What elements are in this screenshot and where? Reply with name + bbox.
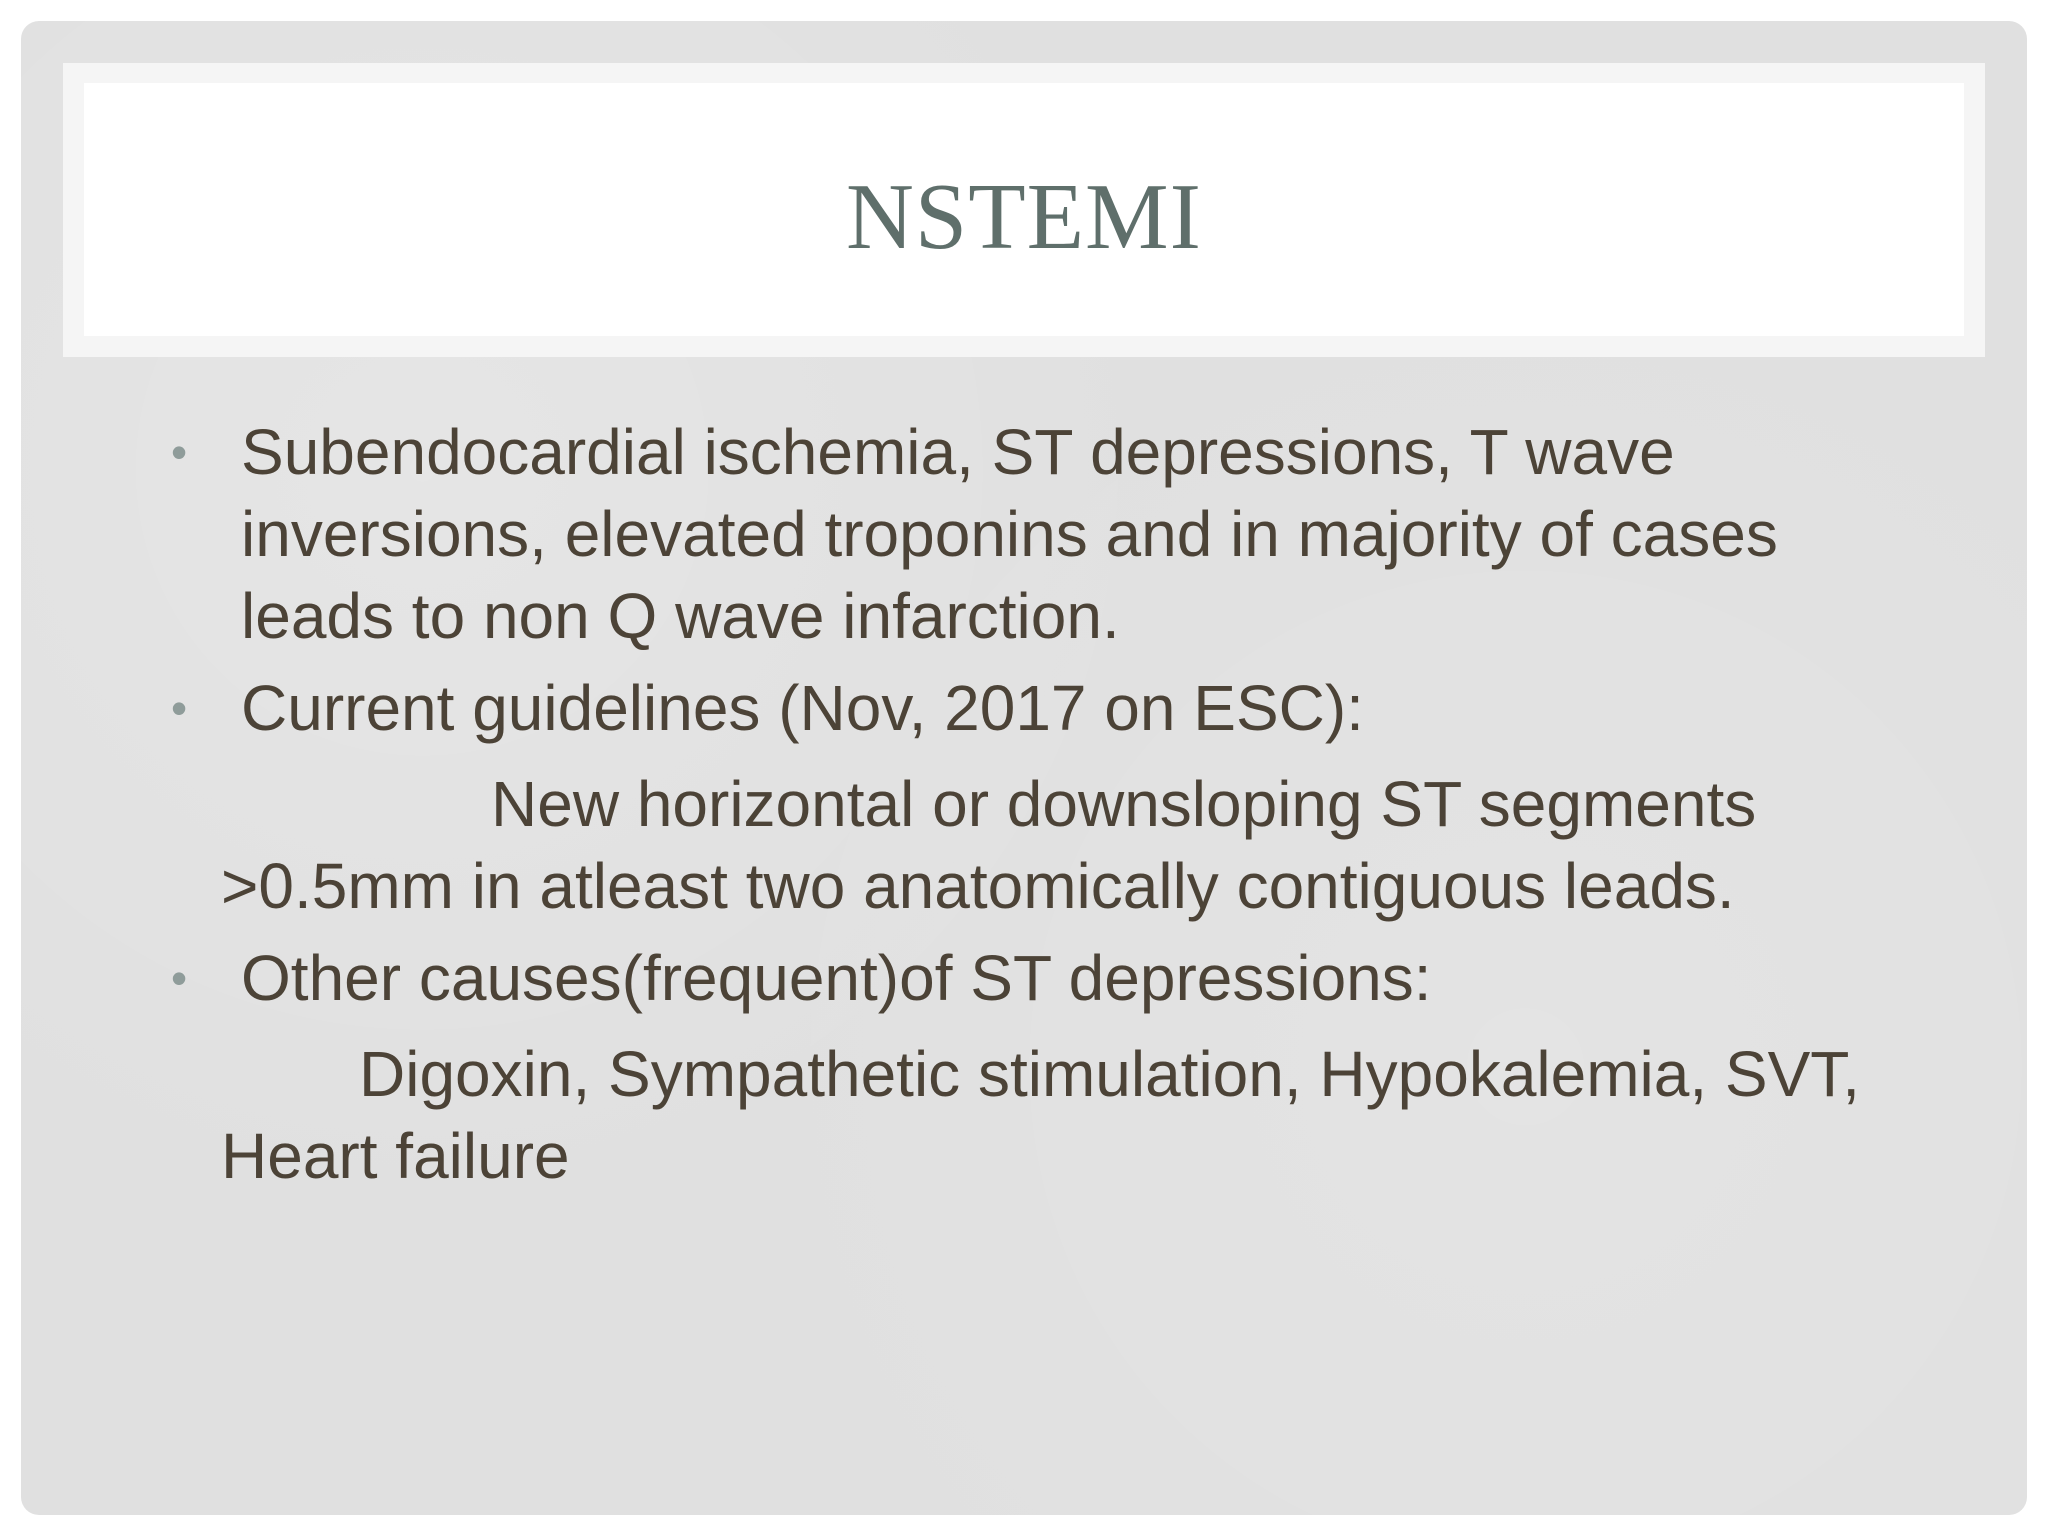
bullet-item bbox=[171, 937, 1891, 1019]
bullet-icon: • bbox=[171, 682, 188, 734]
bullet-text: Current guidelines (Nov, 2017 on ESC): bbox=[241, 672, 1364, 744]
bullet-text: Other causes(frequent)of ST depressions: bbox=[241, 942, 1432, 1014]
bullet-list bbox=[171, 411, 1891, 1197]
bullet-detail bbox=[171, 763, 1891, 927]
title-box bbox=[84, 83, 1964, 336]
slide bbox=[21, 21, 2027, 1515]
bullet-detail-text: New horizontal or downsloping ST segments >0.5mm in atleast two anatomically contiguous leads. bbox=[221, 768, 1757, 922]
title-band bbox=[63, 63, 1985, 357]
bullet-detail-text: Digoxin, Sympathetic stimulation, Hypokalemia, SVT, Heart failure bbox=[221, 1038, 1861, 1192]
bullet-item bbox=[171, 667, 1891, 749]
bullet-icon: • bbox=[171, 426, 188, 478]
slide-title: NSTEMI bbox=[846, 164, 1202, 269]
bullet-detail bbox=[171, 1033, 1891, 1197]
bullet-icon: • bbox=[171, 952, 188, 1004]
bullet-item bbox=[171, 411, 1891, 657]
bullet-text: Subendocardial ischemia, ST depressions, T wave inversions, elevated troponins and in majority of cases leads to non Q wave infarction. bbox=[241, 416, 1778, 652]
